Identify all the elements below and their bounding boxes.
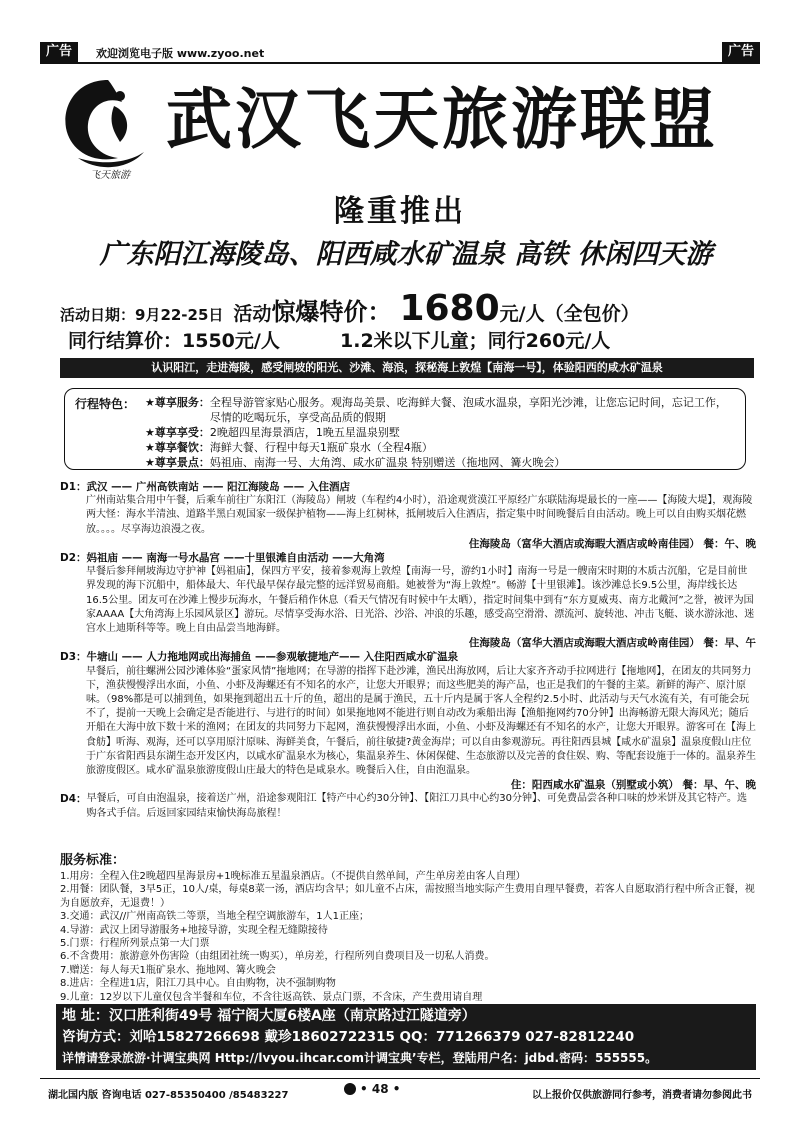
contact-web: 详情请登录旅游·计调宝典网 Http://lvyou.ihcar.com计调宝典’专栏，登陆用户名：jdbd.密码：555555。 [62, 1051, 658, 1065]
price-value: 1680 [399, 288, 500, 329]
footer-page [344, 1082, 400, 1096]
service-item: 5.门票：行程所列景点第一大门票 [60, 938, 210, 950]
day-note: 住海陵岛（富华大酒店或海暇大酒店或岭南佳园） 餐：早、午 [468, 637, 756, 650]
footer-left: 湖北国内版 咨询电话 027-85350400 /85483227 [48, 1090, 289, 1101]
service-item: 1.用房：全程入住2晚超四星海景房+1晚标准五星温泉酒店。（不提供自然单间，产生单房差由客人自理） [60, 871, 526, 882]
services-list [60, 870, 756, 1004]
feature-key: ★尊享服务： [145, 396, 210, 409]
special-word: 惊爆特价 [271, 298, 368, 326]
day-note: 住海陵岛（富华大酒店或海暇大酒店或岭南佳园） 餐：午、晚 [468, 537, 756, 550]
contact-block [56, 1004, 756, 1070]
header-rule [40, 62, 760, 64]
price-unit: 元/人（全包价） [499, 303, 640, 325]
promo-headline: 隆重推出 [334, 194, 466, 229]
route-title: 广东阳江海陵岛、阳西咸水矿温泉 高铁 休闲四天游 [99, 239, 713, 270]
special-label: 活动 [233, 303, 272, 325]
features-box [64, 388, 746, 470]
date-label: 活动日期：9月22-25日 [60, 306, 224, 324]
itinerary-day-2 [60, 551, 756, 650]
service-item: 2.用餐：团队餐，3早5正，10人/桌，每桌8菜一汤，酒店均含早；如儿童不占床，需按照当地实际产生费用自理早餐费，若客人自愿取消行程中所含正餐，视为自愿放弃，无退费！） [60, 884, 755, 909]
service-item: 7.赠送：每人每天1瓶矿泉水、拖地网、篝火晚会 [60, 964, 276, 976]
day-title: D3：牛塘山 —— 人力拖地网或出海捕鱼 ——参观敏捷地产—— 入住阳西咸水矿温泉 [60, 651, 459, 664]
ad-tag-right: 广告 [722, 42, 760, 62]
itinerary-day-4 [60, 792, 756, 820]
feature-item [145, 455, 735, 470]
day-title: D4： [60, 793, 87, 806]
welcome-text: 欢迎浏览电子版 www.zyoo.net [96, 47, 265, 60]
day-body: 广州南站集合用中午餐，后乘车前往广东阳江（海陵岛）闸坡（车程约4小时），沿途观赏漠江平原经广东联陆海堤最长的一座——【海陵大堤】，观海陵两大怪：海水半清浊、道路半黑白观国家一级保护植物——海上红树林，抵闸坡后入住酒店，指定集中时间晚餐后自由活动。晚上可以自由购买烟花燃放。。。。尽享海边浪漫之夜。 [86, 495, 753, 535]
contact-address: 地 址：汉口胜利街49号 福宁阁大厦6楼A座（南京路过江隧道旁） [62, 1008, 476, 1024]
service-item: 6.不含费用：旅游意外伤害险（由组团社统一购买），单房差，行程所列自费项目及一切私人消费。 [60, 951, 495, 963]
footer-right: 以上报价仅供旅游同行参考，消费者请勿参阅此书 [532, 1090, 752, 1101]
day-body: 早餐后，可自由泡温泉，接着送广州，沿途参观阳江【特产中心约30分钟】、【阳江刀具中心约30分钟】、可免费品尝各种口味的炒米饼及其它特产。选购各式手信。后返回家园结束愉快海岛旅程！ [86, 793, 747, 819]
service-item: 9.儿童：12岁以下儿童仅包含半餐和车位，不含往返高铁、景点门票，不含床，产生费用请自理 [60, 991, 483, 1003]
itinerary-day-3 [60, 650, 756, 792]
footer-rule [40, 1078, 760, 1079]
services-title: 服务标准： [60, 853, 126, 868]
feature-key: ★尊享享受： [145, 426, 210, 439]
peer-price: 同行结算价：1550元/人 [68, 330, 280, 352]
day-note: 住：阳西咸水矿温泉（别墅或小筑） 餐：早、午、晚 [510, 779, 756, 792]
feature-text: 海鲜大餐、行程中每天1瓶矿泉水（全程4瓶） [209, 441, 433, 454]
feature-text: 2晚超四星海景酒店，1晚五星温泉别墅 [209, 426, 400, 439]
feature-key: ★尊享餐饮： [145, 441, 210, 454]
day-body: 早餐后，前往螺洲公园沙滩体验“蛋家风情”拖地网；在导游的指挥下赴沙滩，渔民出海放网，后让大家齐齐动手拉网进行【拖地网】，在团友的共同努力下，渔获慢慢浮出水面，小鱼、小虾及海螺还有不知名的水产，让您大开眼界；而这些肥美的海产品，也正是我们的午餐的主菜。新鲜的海产、原汁原味。（98%都是可以捕到鱼，如果拖到超出五十斤的鱼，超出的是属于渔民，五十斤内是属于客人全程约2.5小时、此活动与天气水流有关，有可能会玩不了，提前一天晚上会确定是否能进行、与进行的时间）如果拖地网不能进行则自动改为乘船出海【渔船拖网约70分钟】出海畅游无限大海风光；随后开船在大海中放下数十米的渔网；在团友的共同努力下起网，渔获慢慢浮出水面，小鱼、小虾及海螺还有不知名的水产，让您大开眼界。游客可在【海上食舫】听海、观海，还可以享用原汁原味、海鲜美食，午餐后，前往敏捷?黄金海岸；可以自由参观游玩。再往阳西县城【咸水矿温泉】温泉度假山庄位于广东省阳西县东湖生态开发区内，以咸水矿温泉水为核心，集温泉养生、休闲保健、生态旅游以及完善的食住娱、购、等配套设施于一体的。温泉养生旅游度假区。咸水矿温泉旅游度假山庄最大的特色是咸泉水。晚餐后入住，自由泡温泉。 [86, 665, 756, 777]
service-item: 4.导游：武汉上团导游服务+地接导游，实现全程无缝隙接待 [60, 924, 328, 936]
logo-caption: 飞天旅游 [90, 170, 130, 181]
page-number: • 48 • [360, 1082, 401, 1096]
page-badge-icon [344, 1083, 356, 1095]
features-list [145, 395, 735, 470]
services-section [60, 852, 756, 1004]
itinerary-day-1 [60, 480, 756, 551]
service-item: 8.进店：全程进1店，阳江刀具中心。自由购物，决不强制购物 [60, 978, 336, 990]
service-item: 3.交通：武汉//广州南高铁二等票，当地全程空调旅游车，1人1正座； [60, 911, 370, 923]
feature-item [145, 440, 735, 455]
feature-key: ★尊享景点： [145, 456, 210, 469]
price-colon: ： [367, 298, 392, 326]
feature-text: 全程导游管家贴心服务。观海岛美景、吃海鲜大餐、泡咸水温泉，享阳光沙滩，让您忘记时间，忘记工作，尽情的吃喝玩乐，享受高品质的假期 [209, 396, 727, 424]
day-title: D2：妈祖庙 —— 南海一号水晶宫 ——十里银滩自由活动 ——大角湾 [60, 552, 385, 565]
features-title: 行程特色： [75, 397, 136, 411]
day-title: D1：武汉 —— 广州高铁南站 —— 阳江海陵岛 —— 入住酒店 [60, 481, 350, 493]
feature-text: 妈祖庙、南海一号、大角湾、咸水矿温泉 特别赠送（拖地网、篝火晚会） [209, 456, 566, 469]
ad-tag-left: 广告 [40, 42, 78, 62]
child-price: 1.2米以下儿童；同行260元/人 [340, 330, 611, 352]
promo-banner: 认识阳江，走进海陵，感受闸坡的阳光、沙滩、海浪，探秘海上敦煌【南海一号】，体验阳西的咸水矿温泉 [60, 358, 754, 378]
contact-phone: 咨询方式：刘哈15827266698 戴珍18602722315 QQ：771266379 027-82812240 [62, 1029, 635, 1045]
feature-item [145, 395, 735, 425]
price-row [60, 288, 640, 329]
itinerary [60, 480, 756, 821]
brand-title: 武汉飞天旅游联盟 [166, 81, 718, 158]
feature-item [145, 425, 735, 440]
day-body: 早餐后参拜闸坡海边守护神【妈祖庙】，保四方平安，接着参观海上敦煌【南海一号，游约1小时】南海一号是一艘南宋时期的木质古沉船，它是目前世界发现的海下沉船中，船体最大、年代最早保存最完整的远洋贸易商船。她被誉为“海上敦煌”。畅游【十里银滩】。该沙滩总长9.5公里，海岸线长达16.5公里。团友可在沙滩上慢步玩海水，午餐后稍作休息（看天气情况有时候中午太晒），指定时间集中到有“东方夏威夷、南方北戴河”之誉，被评为国家AAAA【大角湾海上乐园风景区】游玩。尽情享受海水浴、日光浴、沙浴、冲浪的乐趣，感受高空滑滑、漂流河、旋转池、冲击飞艇、谈水游泳池、迷宫水上迪斯科等等。晚上自由品尝当地海鲜。 [86, 566, 755, 635]
